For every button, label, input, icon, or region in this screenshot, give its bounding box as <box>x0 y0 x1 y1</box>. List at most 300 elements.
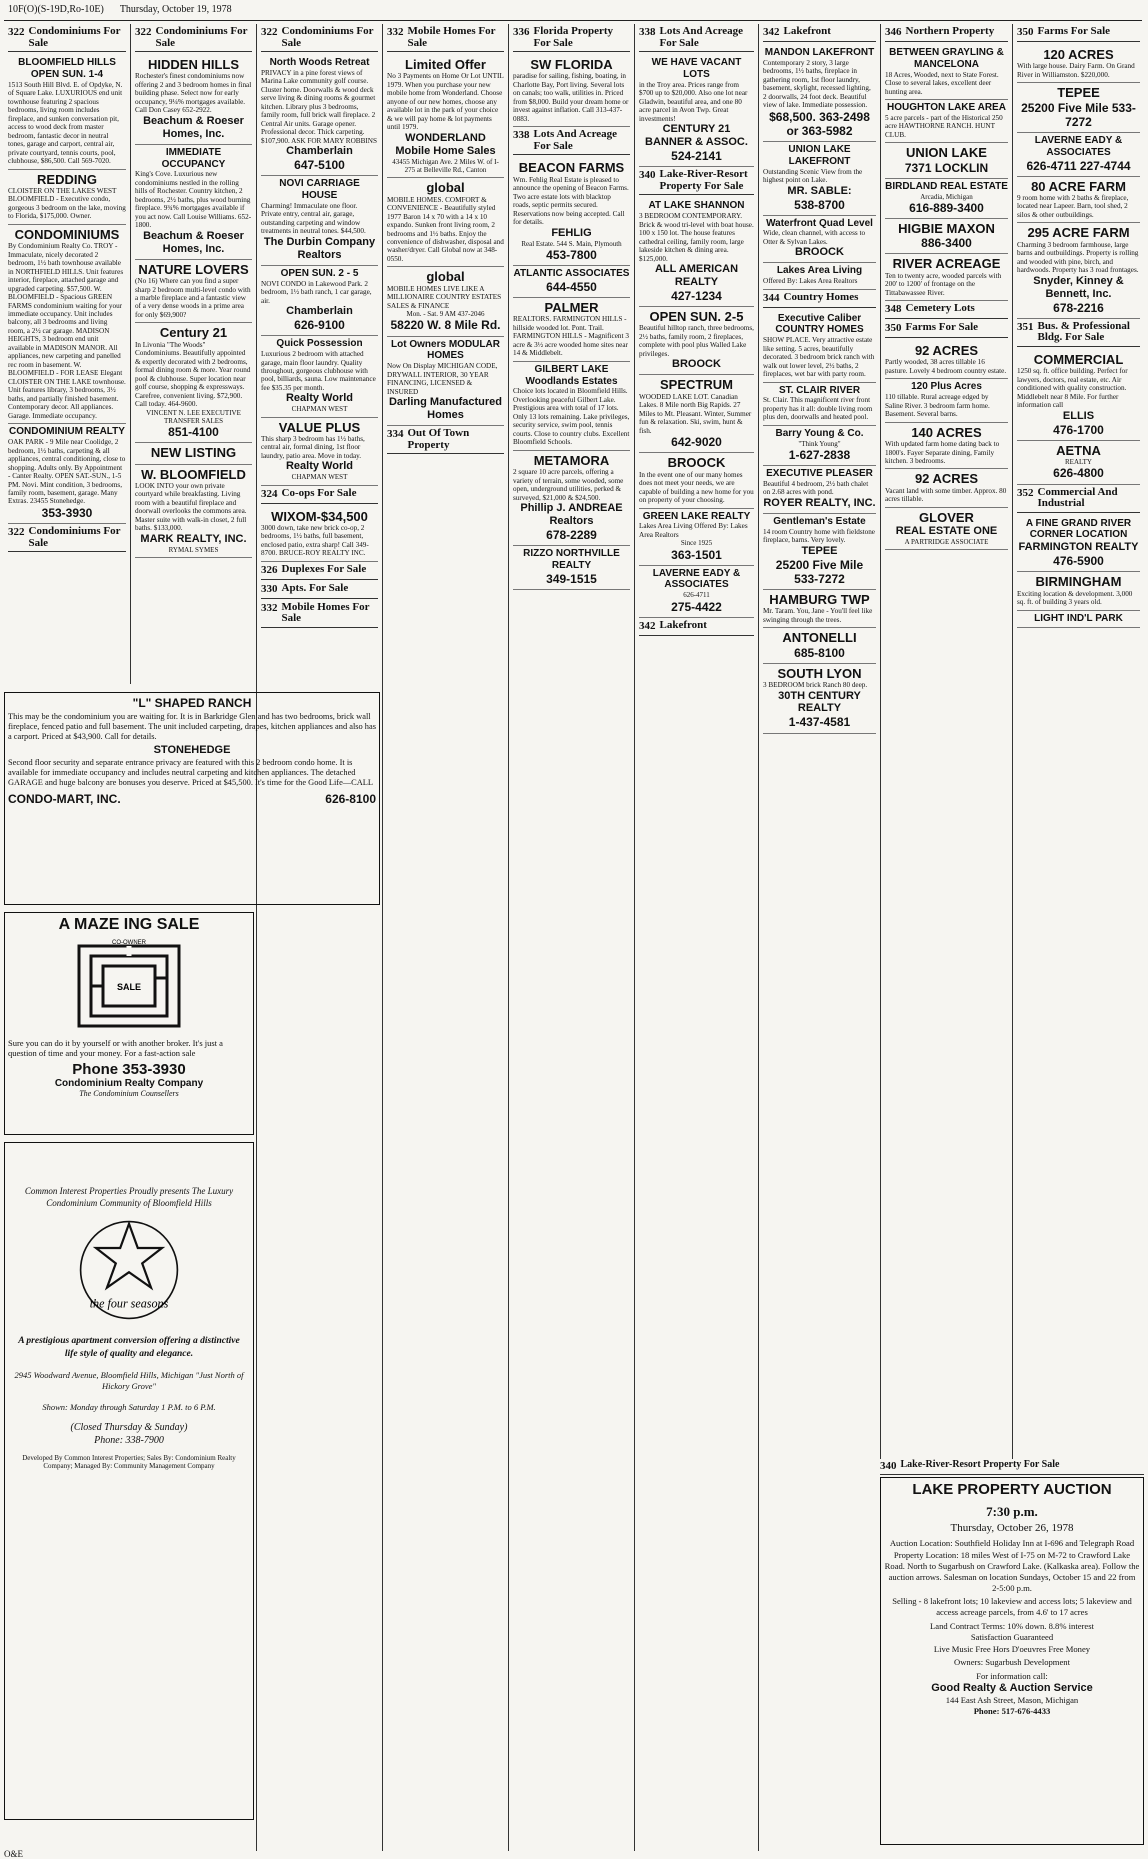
ad-phone: 476-1700 <box>1053 422 1104 437</box>
ad-body: With updated farm home dating back to 1800's. Fayer Separate dining, Family kitchen. 3 bedrooms. <box>885 440 1000 465</box>
ranch-headline: "L" SHAPED RANCH <box>132 696 252 710</box>
ad-subline: CHAPMAN WEST <box>291 405 348 414</box>
ad-body: CLOISTER ON THE LAKES WEST BLOOMFIELD - Executive condo, gorgeous 3 bedroom on the lake, moving to Florida, $175,000. Owner. <box>8 186 126 221</box>
ad-body: Offered By: Lakes Area Realtors <box>763 277 858 286</box>
section-title: Cemetery Lots <box>905 302 975 315</box>
classified-ad <box>135 465 252 558</box>
classified-ad <box>261 55 378 176</box>
maze-sale-ad <box>4 910 254 1135</box>
classified-ad <box>885 219 1008 254</box>
maze-co-owner-label: CO-OWNER <box>112 940 146 946</box>
classified-ad <box>885 508 1008 551</box>
four-seasons-address: 2945 Woodward Avenue, Bloomfield Hills, Michigan "Just North of Hickory Grove" <box>14 1370 244 1392</box>
classified-ad <box>763 263 876 289</box>
section-header <box>261 602 378 628</box>
ad-subline: 43455 Michigan Ave. 2 Miles W. of I-275 at Belleville Rd., Canton <box>392 157 499 174</box>
section-number: 322 <box>261 26 278 38</box>
ad-body: Charming! Immaculate one floor. Private entry, central air, garage, outstanding carpeting and window treatments in neutral tones. $44,500. <box>261 201 366 236</box>
section-header <box>513 129 630 155</box>
ad-headline: 140 ACRES <box>911 424 982 440</box>
classified-ad <box>261 336 378 417</box>
ad-headline: Limited Offer <box>405 57 486 73</box>
section-header <box>261 583 378 599</box>
ad-headline: OPEN SUN. 2 - 5 <box>280 267 359 279</box>
lake-auction-ad <box>880 1460 1144 1850</box>
classified-ad <box>8 424 126 524</box>
auction-address: 144 East Ash Street, Mason, Michigan <box>945 1695 1079 1706</box>
ad-headline: CONDOMINIUMS <box>14 226 120 242</box>
ad-body: St. Clair. This magnificent river front property has it all: double living room plus den, doorwalls and heated pool. <box>763 396 873 422</box>
ad-phone: 644-4550 <box>546 279 597 294</box>
ad-headline: Barry Young & Co. <box>775 427 864 439</box>
ad-subline: VINCENT N. LEE EXECUTIVE TRANSFER SALES <box>146 408 241 425</box>
column-7 <box>758 24 880 1851</box>
classified-ad <box>763 383 876 426</box>
page-date: Thursday, October 19, 1978 <box>119 4 232 15</box>
ad-subline: REALTY <box>1065 458 1092 467</box>
column-1 <box>4 24 130 684</box>
ad-headline: ANTONELLI <box>782 630 857 646</box>
section-header <box>261 26 378 52</box>
section-title: Country Homes <box>783 290 859 303</box>
ad-headline: SW FLORIDA <box>530 57 613 73</box>
footer-code: O&E <box>4 1849 23 1859</box>
classified-ad <box>763 664 876 734</box>
classified-ad <box>1017 441 1140 485</box>
ranch-text: This may be the condominium you are waiting for. It is in Barkridge Glen and has two bedrooms, brick wall fireplace, fenced patio and full basement. The unit included carpeting, drapes, kitchen appliances and also has a carport. Priced at $43,900. Call for details. <box>8 712 376 742</box>
section-number: 350 <box>885 322 902 335</box>
ad-headline: NOVI CARRIAGE HOUSE <box>279 178 360 202</box>
ad-phone: 616-889-3400 <box>909 200 984 215</box>
ad-phone: 453-7800 <box>546 247 597 262</box>
classified-ad <box>513 158 630 266</box>
section-title: Lots And Acreage For Sale <box>533 128 618 152</box>
ad-headline: BLOOMFIELD HILLS OPEN SUN. 1-4 <box>18 57 116 80</box>
ad-headline: W. BLOOMFIELD <box>141 466 246 482</box>
ad-body: Contemporary 2 story, 3 large bedrooms, 1½ baths, fireplace in gathering room, 1st floor laundry, basement, skylight, recessed lighting, 2 doorwalls, 24 foot deck. Beautiful view of lake. Immediate possession. <box>763 58 871 110</box>
ad-body: 1250 sq. ft. office building. Perfect for lawyers, doctors, real estate, etc. Air conditioned with quality construction. Middlebelt near 8 Mile. For further information call <box>1017 367 1128 410</box>
classified-ad <box>135 55 252 145</box>
ad-tagline: Chamberlain <box>286 145 353 158</box>
auction-phone: Phone: 517-676-4433 <box>973 1706 1051 1717</box>
section-title: Lakefront <box>659 618 707 631</box>
ad-tagline: MARK REALTY, INC. <box>140 532 247 545</box>
ad-headline: HAMBURG TWP <box>769 591 870 607</box>
section-title: Mobile Homes For Sale <box>407 25 496 49</box>
column-3 <box>256 24 382 1851</box>
classified-ad <box>1017 350 1140 441</box>
ad-phone: 7371 LOCKLIN <box>904 160 989 175</box>
classified-ad <box>885 143 1008 178</box>
section-header <box>1017 26 1140 42</box>
classified-ad <box>513 55 630 127</box>
section-number: 338 <box>639 26 656 38</box>
ad-tagline: ROYER REALTY, INC. <box>763 496 876 509</box>
ad-body: WOODED LAKE LOT. Canadian Lakes. 8 Mile north Big Rapids. 27 Miles to Mt. Pleasant. Winter, Summer fun & relaxation. Ski, swim, hunt & fish. <box>639 392 752 435</box>
classified-ad <box>1017 45 1140 83</box>
auction-section-title: Lake-River-Resort Property For Sale <box>900 1459 1060 1470</box>
maze-graphic <box>69 938 189 1034</box>
classified-ad <box>763 628 876 663</box>
classified-ad <box>513 298 630 362</box>
ad-headline: CONDOMINIUM REALTY <box>9 426 125 438</box>
classified-ad <box>885 179 1008 219</box>
classified-ad <box>885 100 1008 143</box>
ad-headline: HOUGHTON LAKE AREA <box>887 102 1006 114</box>
section-header <box>261 564 378 580</box>
header-rule <box>4 20 1142 21</box>
section-header <box>513 26 630 52</box>
classified-ad <box>1017 223 1140 318</box>
ad-subline: Real Estate. 544 S. Main, Plymouth <box>521 239 622 248</box>
ad-body: This sharp 3 bedroom has 1½ baths, central air, formal dining, 1st floor laundry, patio area. Move in today. <box>261 434 365 460</box>
section-number: 344 <box>763 291 780 304</box>
classified-ad <box>763 216 876 264</box>
ad-headline: REDDING <box>37 171 97 187</box>
ad-headline: OPEN SUN. 2-5 <box>649 309 744 325</box>
classified-ad <box>763 514 876 590</box>
ad-phone: 25200 Five Mile 533-7272 <box>775 557 864 586</box>
ad-headline: 120 Plus Acres <box>911 381 982 393</box>
ad-body: Luxurious 2 bedroom with attached garage, main floor laundry. Quality throughout, gorgeous clubhouse with pool, billiards, sauna. Low maintenance fee $35.35 per month. <box>261 350 376 392</box>
section-header <box>885 303 1008 319</box>
ad-headline: Gentleman's Estate <box>773 515 866 527</box>
ad-body: Wide, clean channel, with access to Otter & Sylvan Lakes. <box>763 229 866 246</box>
ad-headline: global <box>426 180 465 196</box>
ad-subline: Since 1925 <box>680 539 713 548</box>
section-title: Condominiums For Sale <box>155 25 248 49</box>
ad-headline: TEPEE <box>1057 85 1100 101</box>
ad-headline: BIRMINGHAM <box>1035 574 1122 590</box>
ad-phone: $68,500. 363-2498 or 363-5982 <box>769 109 870 138</box>
ad-headline: GREEN LAKE REALTY <box>642 510 751 522</box>
ad-headline: AETNA <box>1056 442 1101 458</box>
ad-body: Vacant land with some timber. Approx. 80 acres tillable. <box>885 486 1007 504</box>
ad-phone: 1-437-4581 <box>788 715 851 730</box>
section-number: 322 <box>8 26 25 38</box>
maze-agency: Condominium Realty Company <box>54 1078 204 1090</box>
column-6 <box>634 24 758 1851</box>
ad-body: 5 acre parcels - part of the Historical 250 acre HAWTHORNE RANCH. HUNT CLUB. <box>885 113 1003 139</box>
classified-ad <box>513 266 630 298</box>
ad-body: REALTORS. FARMINGTON HILLS - hillside wooded lot. Pont. Trail. FARMINGTON HILLS - Magnificent 3 acre & 3½ acre wooded home sites near 14 & Middlebelt. <box>513 315 629 358</box>
ad-headline: BETWEEN GRAYLING & MANCELONA <box>889 46 1004 70</box>
page-code: 10F(O)(S-19D,Ro-10E) <box>8 4 104 15</box>
ad-tagline: Realty World <box>285 392 354 405</box>
section-header <box>639 620 754 636</box>
section-title: Condominiums For Sale <box>281 25 374 49</box>
four-seasons-intro: Common Interest Properties Proudly presents The Luxury Condominium Community of Bloomfield Hills <box>24 1186 234 1208</box>
ad-headline: Executive Caliber COUNTRY HOMES <box>775 312 864 336</box>
ad-body: MOBILE HOMES LIVE LIKE A MILLIONAIRE COUNTRY ESTATES SALES & FINANCE <box>387 284 502 310</box>
section-title: Farms For Sale <box>905 321 979 334</box>
ad-headline: Lakes Area Living <box>776 265 863 277</box>
classified-ad <box>1017 83 1140 133</box>
ad-body: No 3 Payments on Home Or Lot UNTIL 1979. When you purchase your new mobile home from Wonderland. Choose anyone of our new homes, choose any available lot in the park of your choice & we will pay home & lot payments until 1979. <box>387 72 504 132</box>
ad-headline: 80 ACRE FARM <box>1031 178 1126 194</box>
ad-body: 3 BEDROOM brick Ranch 80 deep. <box>763 681 868 690</box>
ad-tagline: BROOCK <box>672 358 721 371</box>
ad-headline: METAMORA <box>533 452 610 468</box>
column-5 <box>508 24 634 1851</box>
ad-headline: Quick Possession <box>276 338 363 350</box>
ad-headline: LIGHT IND'L PARK <box>1034 612 1123 624</box>
ad-headline: 92 ACRES <box>914 471 979 487</box>
stonehedge-text: Second floor security and separate entrance privacy are featured with this 2 bedroom condo home. It is available for immediate occupancy and includes neutral carpeting and kitchen appliances. The detached GARAGE and huge balcony are bonuses you deserve. Priced at $45,500. It's time for the Good Life—CALL <box>8 758 374 788</box>
ad-body: PRIVACY in a pine forest views of Marina Lake community golf course. Cluster home. Doorwalls & wood deck serve living & dining rooms & gourmet kitchen. Library plus 3 bedrooms, family room, full brick wall fireplace. 2 Central Air units. Garage opener. Professional decor. Thick carpeting. $107,900. ASK FOR MARY ROBBINS <box>261 68 377 145</box>
ad-body: Partly wooded, 38 acres tillable 16 pasture. Lovely 4 bedroom country estate. <box>885 358 1007 375</box>
ad-headline: 92 ACRES <box>914 343 979 359</box>
ad-phone: 626-4711 227-4744 <box>1026 158 1131 173</box>
ad-body: 1513 South Hill Blvd. E. of Opdyke, N. of Square Lake. LUXURIOUS end unit townhouse featuring 2 spacious bedrooms, living room includes fireplace, and sunken conversation pit, access to wood deck from master bedroom, fantastic decor in neutral tones, garage and carport, central air, private courtyard, tennis courts, pool, clubhouse, $86,500. Call 569-7020. <box>8 80 123 166</box>
classified-ad <box>885 469 1008 507</box>
section-header <box>135 26 252 52</box>
auction-selling: Selling - 8 lakefront lots; 10 lakeview and access lots; 5 lakeview and access acreage parcels, from 4.6' to 17 acres <box>892 1596 1132 1618</box>
section-header <box>387 26 504 52</box>
auction-headline: LAKE PROPERTY AUCTION <box>912 1481 1112 1498</box>
ad-tagline: TEPEE <box>801 544 838 557</box>
ad-body: 3 BEDROOM CONTEMPORARY. Brick & wood tri-level with boat house. 100 x 150 lot. The house features cathedral ceiling, family room, large lakeside kitchen & dining area. $125,000. <box>639 212 754 263</box>
section-number: 334 <box>387 428 404 441</box>
column-9 <box>1012 24 1144 1459</box>
condo-mart-phone: 626-8100 <box>325 792 376 807</box>
classified-ad <box>885 379 1008 422</box>
ad-subline: 626-4711 <box>683 591 710 600</box>
four-seasons-ad <box>4 1140 254 1820</box>
classified-ad <box>885 45 1008 100</box>
ad-body: 14 room Country home with fieldstone fireplace, barns. Very lovely. <box>763 527 875 545</box>
ad-headline: HIGBIE MAXON <box>898 220 995 236</box>
ad-headline: ATLANTIC ASSOCIATES <box>513 268 630 280</box>
section-header <box>763 292 876 308</box>
classified-ad <box>261 418 378 486</box>
ad-body: Beautiful hilltop ranch, three bedrooms, 2½ baths, family room, 2 fireplaces, complete with pool plus Walled Lake privileges. <box>639 324 754 358</box>
classified-ad <box>763 466 876 514</box>
ad-tagline: Darling Manufactured Homes <box>388 396 503 422</box>
section-header <box>885 26 1008 42</box>
ad-phone: 626-4800 <box>1053 466 1104 481</box>
ad-headline: COMMERCIAL <box>1033 351 1124 367</box>
ad-body: 2 square 10 acre parcels, offering a variety of terrain, some wooded, some open, underground utilities, perked & surveyed, $21,000 & $24,500. <box>513 468 624 502</box>
section-title: Commercial And Industrial <box>1037 485 1118 510</box>
ad-phone: 25200 Five Mile 533-7272 <box>1021 100 1136 129</box>
ad-tagline: ELLIS <box>1062 409 1095 422</box>
section-title: Florida Property For Sale <box>533 25 614 49</box>
ad-body: paradise for sailing, fishing, boating, in Charlotte Bay, Port living. Several lots on canals; too walk, utilities in. Priced from $8,000. Build your dream home or invest against inflation. Call 313-437-0883. <box>513 72 629 123</box>
section-header <box>261 488 378 504</box>
ad-tagline: Realty World <box>285 460 354 473</box>
ad-phone: 678-2216 <box>1053 300 1104 315</box>
classified-ad <box>135 443 252 464</box>
ad-body: Choice lots located in Bloomfield Hills. Overlooking peaceful Gilbert Lake. Prestigious area with total of 17 lots. Only 13 lots remaining. Lake privileges, security service, swim pool, tennis courts. Close to country clubs. Excellent Bloomfield Schools. <box>513 387 630 447</box>
ad-body: MOBILE HOMES. COMFORT & CONVENIENCE - Beautifully styled 1977 Baron 14 x 70 with a 14 x 10 expando. Sunken front living room, 2 bedrooms and 1½ baths. Enjoy the convenience of dishwasher, disposal and washer/dryer. Call Global now at 348-0550. <box>387 195 504 263</box>
classified-ad <box>135 323 252 443</box>
ad-subline: A PARTRIDGE ASSOCIATE <box>904 538 989 547</box>
ad-headline: RIVER ACREAGE <box>892 256 1001 272</box>
ad-phone: 851-4100 <box>168 425 219 440</box>
ad-body: (No 16) Where can you find a super sharp 2 bedroom multi-level condo with a marble fireplace and a fantastic view of a very dense woods in a prime area for only $69,900? <box>135 277 251 319</box>
classified-ad <box>639 453 754 508</box>
section-number: 350 <box>1017 26 1034 38</box>
ad-headline: SPECTRUM <box>660 377 733 393</box>
classified-ad <box>387 337 504 426</box>
section-number: 332 <box>261 601 278 614</box>
ad-body: Rochester's finest condominiums now offering 2 and 3 bedroom homes in final building phase. Select now for early occupancy, 9¼% mortgages available. Call Don Casey 652-2922. <box>135 72 252 115</box>
classified-ad <box>639 375 754 453</box>
ad-headline: Waterfront Quad Level <box>766 217 873 229</box>
classified-ad <box>8 225 126 425</box>
classified-ad <box>261 507 378 562</box>
ad-phone: 538-8700 <box>794 197 845 212</box>
ad-body: With large house. Dairy Farm. On Grand River in Williamston. $220,000. <box>1017 62 1135 79</box>
section-title: Lakefront <box>783 25 831 37</box>
auction-location: Auction Location: Southfield Holiday Inn at I-696 and Telegraph Road <box>889 1537 1135 1548</box>
section-number: 332 <box>387 26 404 38</box>
ad-tagline: Snyder, Kinney & Bennett, Inc. <box>1033 274 1124 300</box>
classified-ad <box>885 341 1008 379</box>
section-number: 351 <box>1017 320 1034 333</box>
section-number: 340 <box>639 169 656 182</box>
ad-tagline: WONDERLAND Mobile Home Sales <box>395 131 496 157</box>
ad-tagline: MR. SABLE: <box>787 184 852 197</box>
classified-ad <box>387 267 504 336</box>
ad-tagline: ALL AMERICAN REALTY <box>654 263 739 288</box>
ad-tagline: Beachum & Roeser Homes, Inc. <box>143 114 244 140</box>
classified-ad <box>639 509 754 566</box>
section-header <box>639 169 754 195</box>
classified-ad <box>885 254 1008 301</box>
ad-phone: 275-4422 <box>671 599 722 614</box>
ad-phone: 58220 W. 8 Mile Rd. <box>390 318 501 333</box>
classified-ad <box>639 566 754 618</box>
ad-tagline: Chamberlain <box>286 305 353 318</box>
ad-headline: HIDDEN HILLS <box>148 57 239 73</box>
section-title: Mobile Homes For Sale <box>281 600 370 625</box>
section-number: 324 <box>261 487 278 500</box>
section-header <box>885 322 1008 338</box>
ad-phone: 647-5100 <box>294 158 345 173</box>
four-seasons-hours: Shown: Monday through Saturday 1 P.M. to 6 P.M. <box>42 1402 216 1413</box>
ad-body: King's Cove. Luxurious new condominiums nestled in the rolling hills of Rochester. Country kitchen, 2 bedrooms, 2½ baths, plus wood burning fireplace. 9¾% mortgages available if you act now. Call Louise Williams. 652-1800. <box>135 170 252 230</box>
ad-tagline: Beachum & Roeser Homes, Inc. <box>143 229 244 255</box>
ad-tagline: BROOCK <box>795 246 844 259</box>
ad-body: Charming 3 bedroom farmhouse, large barns and outbuildings. Property is rolling and wooded with pine, birch, and hardwoods. Property has 3 road frontages. <box>1017 240 1139 275</box>
ad-phone: 642-9020 <box>671 435 722 450</box>
section-header <box>1017 321 1140 347</box>
ad-headline: NATURE LOVERS <box>138 261 249 277</box>
ad-phone: 363-1501 <box>671 547 722 562</box>
classified-ad <box>639 307 754 375</box>
ad-body: Outstanding Scenic View from the highest point on Lake. <box>763 167 863 185</box>
ad-body: 110 tillable. Rural acreage edged by Saline River. 3 bedroom farm home. Basement. Several barns. <box>885 393 990 419</box>
ad-body: SHOW PLACE. Very attractive estate like setting. 5 acres, beautifully decorated. 3 bedroom brick ranch with walk out lower level, 2½ baths, 2 fireplaces, wet bar with party room. <box>763 336 875 379</box>
column-2 <box>130 24 256 684</box>
ad-body: 18 Acres, Wooded, next to State Forest. Close to several lakes, excellent deer hunting area. <box>885 70 999 96</box>
ad-phone: 476-5900 <box>1053 554 1104 569</box>
ad-headline: SOUTH LYON <box>777 665 862 681</box>
ad-tagline: CENTURY 21 BANNER & ASSOC. <box>645 123 748 149</box>
section-header <box>8 26 126 52</box>
ad-headline: global <box>426 269 465 285</box>
ad-phone: 626-9100 <box>294 318 345 333</box>
section-header <box>763 26 876 42</box>
ad-body: Ten to twenty acre, wooded parcels with 200' to 1200' of frontage on the Tittabawassee River. <box>885 271 1002 297</box>
ad-tagline: FEHLIG <box>551 226 592 239</box>
ad-subline: CHAPMAN WEST <box>291 473 348 482</box>
column-4 <box>382 24 508 1851</box>
classified-ad <box>1017 572 1140 610</box>
classified-ad <box>513 451 630 546</box>
section-title: Lots And Acreage For Sale <box>659 25 744 49</box>
ad-subline: RYMAL SYMES <box>168 545 219 554</box>
section-number: 352 <box>1017 486 1034 499</box>
ad-subline: Mon. - Sat. 9 AM 437-2046 <box>406 310 485 319</box>
ad-headline: BEACON FARMS <box>518 160 625 176</box>
ad-tagline: The Durbin Company Realtors <box>263 235 376 261</box>
page-header <box>8 4 1140 18</box>
section-number: 338 <box>513 129 530 142</box>
ad-phone: 685-8100 <box>794 645 845 660</box>
ad-headline: LAVERNE EADY & ASSOCIATES <box>652 567 741 591</box>
ad-headline: AT LAKE SHANNON <box>648 200 745 212</box>
ad-body: Lakes Area Living Offered By: Lakes Area Realtors <box>639 522 748 539</box>
classified-ad <box>261 176 378 265</box>
ad-headline: EXECUTIVE PLEASER <box>766 468 873 480</box>
ad-body: Exciting location & development. 3,000 sq. ft. of building 3 years old. <box>1017 589 1133 607</box>
ad-headline: UNION LAKE <box>906 145 987 161</box>
ad-headline: RIZZO NORTHVILLE REALTY <box>523 548 620 571</box>
ad-headline: MANDON LAKEFRONT <box>764 46 875 58</box>
maze-phone: Phone 353-3930 <box>72 1061 186 1079</box>
classified-ad <box>885 423 1008 470</box>
classified-ad <box>763 426 876 466</box>
ad-body: In the event one of our many homes does not meet your needs, we are capable of building a new home for you on property of your choosing. <box>639 470 754 505</box>
four-seasons-desc: A prestigious apartment conversion offering a distinctive life style of quality and elegance. <box>18 1336 240 1359</box>
section-header <box>387 428 504 454</box>
four-seasons-closed: (Closed Thursday & Sunday) <box>70 1422 188 1434</box>
classified-ad <box>763 311 876 383</box>
auction-time: 7:30 p.m. <box>986 1503 1038 1519</box>
section-title: Lake-River-Resort Property For Sale <box>659 168 748 192</box>
stonehedge-headline: STONEHEDGE <box>153 744 231 757</box>
section-number: 326 <box>261 563 278 576</box>
auction-section-num: 340 <box>880 1460 897 1472</box>
classified-ad <box>1017 516 1140 573</box>
auction-date: Thursday, October 26, 1978 <box>950 1522 1074 1534</box>
section-number: 322 <box>135 26 152 38</box>
maze-center-label: SALE <box>116 982 142 992</box>
ad-headline: North Woods Retreat <box>269 57 370 69</box>
ad-headline: 120 ACRES <box>1043 46 1114 62</box>
ad-tagline: REAL ESTATE ONE <box>895 525 998 538</box>
ad-phone: 886-3400 <box>921 236 972 251</box>
section-number: 342 <box>763 26 780 38</box>
condo-mart-name: CONDO-MART, INC. <box>8 792 121 807</box>
section-title: Northern Property <box>905 25 995 37</box>
classified-ad <box>8 170 126 225</box>
four-seasons-logo-text: the four seasons <box>89 1296 169 1311</box>
section-title: Co-ops For Sale <box>281 486 357 499</box>
ad-body: In Livonia "The Woods" Condominiums. Beautifully appointed & expertly decorated with 2 bedrooms, formal dining room & more. Year round pool & clubhouse. Super location near golf course, shopping & expressways. Carefree, convenient living. $72,900. Call today. 464-9600. <box>135 340 251 409</box>
classified-ad <box>763 590 876 628</box>
ad-headline: UNION LAKE LAKEFRONT <box>788 143 851 167</box>
auction-property: Property Location: 18 miles West of I-75 on M-72 to Crawford Lake Road. North to Sugarbush on Crawford Lake. (Kalkaska area). Follow the auction arrows. Salesman on location Sundays, October 15 and 22 from 2-5:00 p.m. <box>884 1550 1140 1593</box>
section-number: 322 <box>8 526 25 539</box>
ad-body: Wm. Fehlig Real Estate is pleased to announce the opening of Beacon Farms. Two acre estate lots with blacktop roads, septic permits secured. Reservations now being accepted. Call for details. <box>513 175 629 227</box>
ad-headline: BIRDLAND REAL ESTATE <box>885 180 1008 192</box>
classified-ad <box>387 55 504 178</box>
ad-phone: 524-2141 <box>671 149 722 164</box>
